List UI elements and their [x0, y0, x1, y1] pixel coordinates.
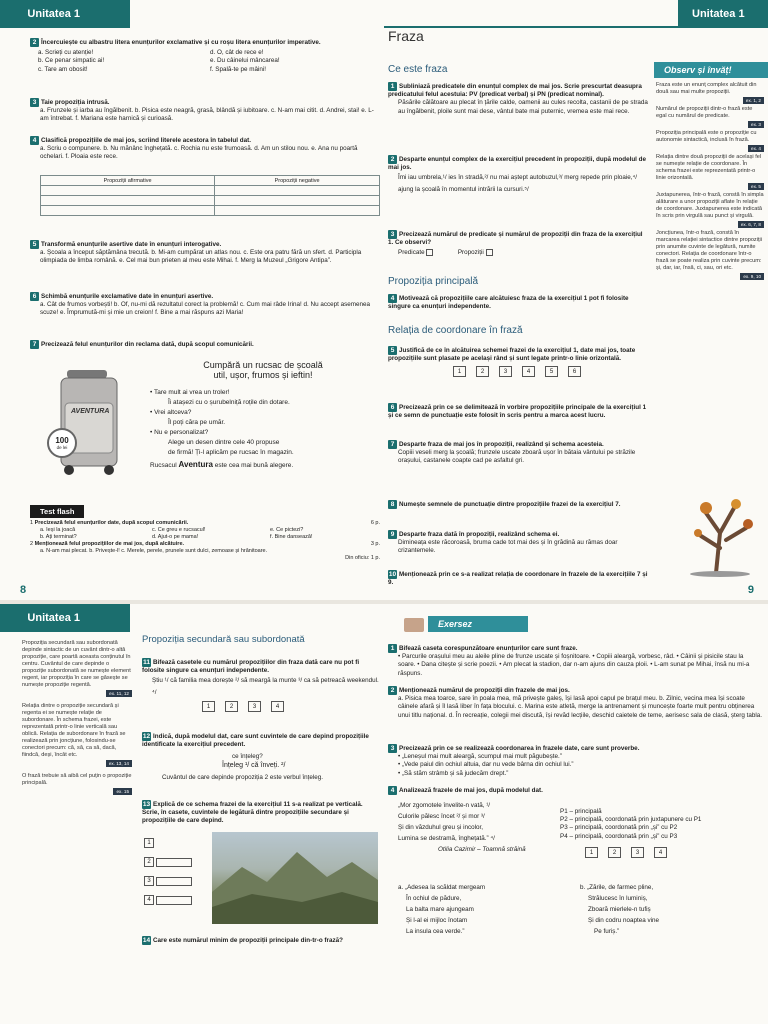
predicate-count-box[interactable]	[426, 249, 433, 256]
exercise-title: Schimbă enunțurile exclamative date în enunțuri asertive.	[41, 293, 214, 300]
clause-checkbox[interactable]: 1	[202, 701, 215, 712]
table-cell[interactable]	[215, 206, 380, 216]
tree-illustration	[676, 478, 766, 578]
exercise-title: Precizează felul enunțurilor din reclama dată, după scopul comunicării.	[41, 341, 254, 348]
page-number: 9	[747, 584, 754, 596]
exercise-7: 7 Precizează felul enunțurilor din reclama dată, după scopul comunicării.	[30, 340, 380, 349]
table-cell[interactable]	[215, 196, 380, 206]
exercise-2: 2 Menționează numărul de propoziții din frazele de mai jos. a. Pisica mea toarce, sare în poala mea, mă privește galeș, își lasă apoi capul pe brațul meu. b. Zilnic, vecina mea își scoate câinele afară și îl lasă liber în fața blocului. c. Marina este atletă, merge la antrenament și muncește foarte mult pentru obținerea unui titlu național. d. În recreație, colegii mei discută, își revăd lecțiile, deschid caietele de teme, aerisesc sala de clasă, șterg tabla.	[388, 686, 762, 720]
exercise-3: 3 Precizează prin ce se realizează coordonarea în frazele date, care sunt proverbe. • „Leneșul mai mult aleargă, scumpul mai mult păgubește.” • „Vede paiul din ochiul altuia, dar nu vede bârna din ochiul lui.” • „Să stăm strâmb și să judecăm drept.”	[388, 744, 762, 778]
clause-checkbox[interactable]: 4	[271, 701, 284, 712]
exercise-title: Taie propoziția intrusă.	[41, 99, 110, 106]
section-heading: Propoziția secundară sau subordonată	[142, 634, 305, 645]
exercise-title: Transformă enunțurile asertive date în enunțuri interogative.	[41, 241, 222, 248]
table-cell[interactable]	[41, 186, 215, 196]
exercise-13: 13 Explică de ce schema frazei de la exercițiul 11 s-a realizat pe verticală. Scrie, în casete, cuvintele de legătură dintre propozițiile secundare și propozițiile de care depind.	[142, 801, 363, 825]
exercise-12: 12 Indică, după modelul dat, care sunt cuvintele de care depind propozițiile identificate la exercițiul precedent. ce înțeleg? Înțeleg ¹/ că înveți. ²/ Cuvântul de care depinde propoziția 2 este verbul înțeleg.	[142, 733, 369, 781]
exercise-1: 1 Bifează caseta corespunzătoare enunțurilor care sunt fraze. • Parcurile orașului meu au aleile pline de frunze uscate și foșnitoare. • Copiii aleargă, vorbesc, râd. • Câinii și pisicile stau la soare. • Dana citește și scrie poezii. • Am plecat la stadion, dar n-am ajuns din cauza ploii. • L-am sunat pe Mihai, însă nu mi-a răspuns.	[388, 644, 762, 678]
exercise-8: 8 Numește semnele de punctuație dintre propozițiile frazei de la exercițiul 7.	[388, 500, 648, 509]
scheme-diagram: 1 2 3 4 5 6	[388, 366, 648, 377]
poem-legend: P1 – principală P2 – principală, coordonată prin juxtapunere cu P1 P3 – principală, coordonată prin „și” cu P2 P4 – principală, coordonată prin „și” cu P3 1 2 3 4	[560, 808, 766, 858]
test-flash: 1 Precizează felul enunțurilor date, după scopul comunicării. 6 p. a. Ieși la joacă b. Ați terminat? c. Ce greu e rucsacul! d. Ajut-o pe mama! e. Ce pictezi? f. Bine dansează! 2 Menționează felul propozițiilor de mai jos, după alcătuire. 3 p. a. N-am mai plecat. b. Privește-l! c. Merele, perele, prunele sunt dulci, zemoase și hrănitoare. Din oficiu: 1 p.	[30, 520, 380, 561]
exercise-4: 4 Analizează frazele de mai jos, după modelul dat.	[388, 786, 762, 795]
list-item: f. Spală-te pe mâini!	[210, 65, 267, 73]
exersez-header: Exersez	[428, 616, 528, 632]
poem-a: a. „Adesea la scăldat mergeam În ochiul de pădure, La balta mare ajungeam Și l-al ei mijloc înotam La insula cea verde.”	[398, 884, 486, 935]
ad-body: • Tare mult ai vrea un troler! Îi atașezi cu o șurubelniță roțile din dotare. • Vrei altceva? Îl poți căra pe umăr. • Nu e personalizat? Alege un desen dintre cele 40 propuse de firmă! Ți-l aplicăm pe rucsac în magazin. Rucsacul Aventura este cea mai bună alegere.	[150, 388, 380, 471]
list-item: a. Scrieți cu atenție!	[38, 49, 94, 57]
ad-headline: Cumpără un rucsac de școală util, ușor, frumos și ieftin!	[203, 360, 323, 380]
mountain-photo	[212, 832, 378, 924]
connector-input[interactable]	[156, 858, 192, 867]
exercise-6: 6 Schimbă enunțurile exclamative date în enunțuri asertive. a. Cât de frumos vorbești! b. Of, nu-mi dă rezultatul corect la problemă! c. Cum mai râde Irina! d. Nu accept asemenea scuze! e. Împrumută-mi și mie un creion! f. Bine a mai răspuns azi Maria!	[30, 292, 380, 318]
table-header: Propoziții negative	[215, 176, 380, 186]
table-cell[interactable]	[41, 196, 215, 206]
section-heading: Propoziția principală	[388, 276, 479, 287]
list-item: b. Ce penar simpatic ai!	[38, 57, 105, 65]
exercise-10: 10 Menționează prin ce s-a realizat relația de coordonare în frazele de la exercițiile 7 și 9.	[388, 571, 648, 587]
page-10	[0, 604, 384, 1024]
exercise-3: 3 Precizează numărul de predicate și numărul de propoziții din fraza de la exercițiul 1. Ce observi? Predicate Propoziții	[388, 231, 643, 257]
table-cell[interactable]	[41, 206, 215, 216]
page-11	[384, 604, 768, 1024]
list-item: d. O, cât de rece e!	[210, 49, 264, 57]
unit-tab: Unitatea 1	[678, 0, 768, 28]
list-item: e. Du câinelui mâncarea!	[210, 57, 280, 65]
section-heading: Ce este fraza	[388, 64, 448, 75]
clause-count-box[interactable]	[486, 249, 493, 256]
exercise-9: 9 Desparte fraza dată în propoziții, realizând schema ei. Dimineața este răcoroasă, bruma cade tot mai des și în grădină au rămas doar crizantemele.	[388, 530, 648, 556]
exercise-11: 11 Bifează casetele cu numărul propozițiilor din fraza dată care nu pot fi folosite singure ca enunțuri independente. Știu ¹/ că familia mea dorește ²/ să meargă la munte ³/ ca să petreacă weekendul. ⁴/ 1 2 3 4	[142, 659, 379, 711]
exercise-7: 7 Desparte fraza de mai jos în propoziții, realizând și schema acesteia. Copiii veseli merg la școală; frunzele uscate zboară ușor în bătaia vântului pe străzile orașului, castanele coapte cad pe asfaltul gri.	[388, 440, 648, 466]
table-cell[interactable]	[215, 186, 380, 196]
poem-model: „Mor zgomotele învelite-n vată, ¹/ Culorile pălesc încet ²/ și mor ³/ Și din văzduhul greu și incolor, Lumina se destramă, înghețată.” ⁴/ Otilia Cazimir – Toamnă străină	[398, 802, 526, 853]
exercise-14: 14 Care este numărul minim de propoziții principale din-tr-o frază?	[142, 937, 343, 944]
sidebar-notes: Propoziția secundară sau subordonată depinde sintactic de un cuvânt dintr-o altă propoziție, care poartă aceasta conținutul în centru. Cuvântul de care depinde o propoziție subordonată se numește element regent, iar propoziția în care se găsește se numește propoziție regentă. ex. 11, 12 Relația dintre o propoziție secundară și regenta ei se numește relație de subordonare. În schema frazei, este reprezentată printr-o linie verticală sau oblică. Relația de subordonare în frază se realizează prin joncțiune, folosindu-se conectori precum: că, să, ca să, dacă, fiindcă, deși, încât etc. ex. 13, 14 O frază trebuie să aibă cel puțin o propoziție principală. ex. 15	[22, 640, 132, 794]
exercise-2: 2 Încercuiește cu albastru litera enunțurilor exclamative și cu roșu litera enunțurilor imperative. a. Scrieți cu atenție! b. Ce penar simpatic ai! c. Tare am obosit! d. O, cât de rece e! e. Du câinelui mâncarea! f. Spală-te pe mâini!	[30, 38, 380, 74]
pencil-icon	[404, 618, 424, 632]
exercise-title: Încercuiește cu albastru litera enunțurilor exclamative și cu roșu litera enunțurilor imperative.	[41, 39, 321, 46]
scheme-boxes: 1 2 3 4	[144, 834, 204, 910]
exercise-text: a. Școala a început săptămâna trecută. b. Mi-am cumpărat un atlas nou. c. Este ora patru fără un sfert. d. Participla olimpiada de limba română. e. Cel mai bun prieten al meu este Mihai. f. Merg la Muzeul „Grigore Antipa”.	[40, 249, 362, 265]
exercise-text: a. Scriu o compunere. b. Nu mănânc înghețată. c. Rochia nu este frumoasă. d. Am un stilou nou. e. Ana nu poartă ochelari. f. Ploaia este rece.	[40, 145, 358, 161]
sidebar-notes: Fraza este un enunț complex alcătuit din două sau mai multe propoziții. ex. 1, 2 Numărul de propoziții dintr-o frază este egal cu numărul de predicate. ex. 3 Propoziția principală este o propoziție cu autonomie sintactică, inclusă în frază. ex. 4 Relația dintre două propoziții de același fel se numește relație de coordonare. În schema frazei este reprezentată printr-o linie orizontală. ex. 5 Juxtapunerea, într-o frază, constă în simpla alăturare a unor propoziții aflate în relație de coordonare. Juxtapunerea este indicată în scris prin virgulă sau punct și virgulă. ex. 6, 7, 8 Joncțiunea, într-o frază, constă în marcarea relației sintactice dintre propoziții prin anumite cuvinte de legătură, numite conectori. Relația de coordonare într-o frază se poate realiza prin cuvinte precum: și, dar, iar, însă, ci, sau, ori etc. ex. 9, 10	[656, 82, 764, 279]
test-flash-header: Test flash	[30, 505, 84, 518]
backpack-illustration	[55, 368, 130, 478]
bag-label: AVENTURA	[71, 408, 110, 415]
connector-input[interactable]	[156, 877, 192, 886]
exercise-text: a. Cât de frumos vorbești! b. Of, nu-mi dă rezultatul corect la problemă! c. Cum mai râde Irina! d. Nu accept asemenea scuze! e. Împrumută-mi și mie un creion! f. Bine a mai răspuns azi Maria!	[40, 301, 371, 317]
exercise-5: 5 Justifică de ce în alcătuirea schemei frazei de la exercițiul 1, date mai jos, toate propozițiile sunt plasate pe același rând și sunt legate printr-o linie orizontală. 1 2 3 4 5 6	[388, 346, 648, 377]
table-header: Propoziții afirmative	[41, 176, 215, 186]
poem-b: b. „Zările, de farmec pline, Strălucesc în luminiș, Zboară mierlele-n tufiș Și din codru noaptea vine Pe furiș.”	[580, 884, 660, 935]
exercise-1: 1 Subliniază predicatele din enunțul complex de mai jos. Scrie prescurtat deasupra predicatului felul acestuia: PV (predicat verbal) și PN (predicat nominal). Păsările călătoare au plecat în țările calde, oamenii au cules recolta, castanii de pe strada au îngălbenit, ploile sunt mai dese, vântul bate mai puternic, vremea este mai rece.	[388, 83, 648, 115]
clause-checkbox[interactable]: 3	[248, 701, 261, 712]
exercise-4: 4 Motivează că propozițiile care alcătuiesc fraza de la exercițiul 1 pot fi folosite singure ca enunțuri independente.	[388, 295, 629, 311]
page-9	[384, 0, 768, 600]
price-badge: 100 de lei	[47, 428, 77, 458]
scheme-diagram: 1 2 3 4	[560, 847, 766, 858]
unit-tab: Unitatea 1	[0, 604, 130, 632]
observ-header: Observ și învăț!	[654, 62, 768, 78]
unit-tab: Unitatea 1	[0, 0, 130, 28]
ad-footer: Rucsacul Aventura este cea mai bună alegere.	[150, 460, 294, 469]
classification-table	[40, 175, 380, 216]
connector-input[interactable]	[156, 896, 192, 905]
page-title: Fraza	[388, 28, 424, 44]
page-8	[0, 0, 384, 600]
exercise-text: a. Frunzele și iarba au îngălbenit. b. Pisica este neagră, grasă, blândă și iubitoare. c. N-am mai citit. d. Andrei, stai! e. L-am întrebat. f. Mariana este harnică și curioasă.	[40, 107, 374, 123]
checkbox-row	[142, 701, 380, 712]
section-heading: Relația de coordonare în frază	[388, 325, 523, 336]
exercise-4: 4 Clasifică propozițiile de mai jos, scriind literele acestora în tabelul dat. a. Scriu o compunere. b. Nu mănânc înghețată. c. Rochia nu este frumoasă. d. Am un stilou nou. e. Ana nu poartă ochelari. f. Ploaia este rece.	[30, 136, 380, 162]
list-item: c. Tare am obosit!	[38, 65, 88, 73]
exercise-title: Clasifică propozițiile de mai jos, scriind literele acestora în tabelul dat.	[41, 137, 251, 144]
exercise-3: 3 Taie propoziția intrusă. a. Frunzele și iarba au îngălbenit. b. Pisica este neagră, grasă, blândă și iubitoare. c. N-am mai citit. d. Andrei, stai! e. L-am întrebat. f. Mariana este harnică și curioasă.	[30, 98, 380, 124]
exercise-6: 6 Precizează prin ce se delimitează în vorbire propozițiile principale de la exercițiul 1 și ce semn de punctuație este folosit în scris pentru a marca acest lucru.	[388, 404, 647, 420]
exercise-5: 5 Transformă enunțurile asertive date în enunțuri interogative. a. Școala a început săptămâna trecută. b. Mi-am cumpărat un atlas nou. c. Este ora patru fără un sfert. d. Participla olimpiada de limba română. e. Cel mai bun prieten al meu este Mihai. f. Merg la Muzeul „Grigore Antipa”.	[30, 240, 380, 266]
clause-checkbox[interactable]: 2	[225, 701, 238, 712]
exercise-2: 2 Desparte enunțul complex de la exercițiul precedent în propoziții, după modelul de mai jos. Îmi iau umbrela,¹/ ies în stradă,²/ nu mai aștept autobuzul,³/ merg repede prin ploaie,⁴/ ajung la școală în momentul intrării la cursuri.⁵/	[388, 156, 647, 194]
page-number: 8	[20, 584, 27, 596]
